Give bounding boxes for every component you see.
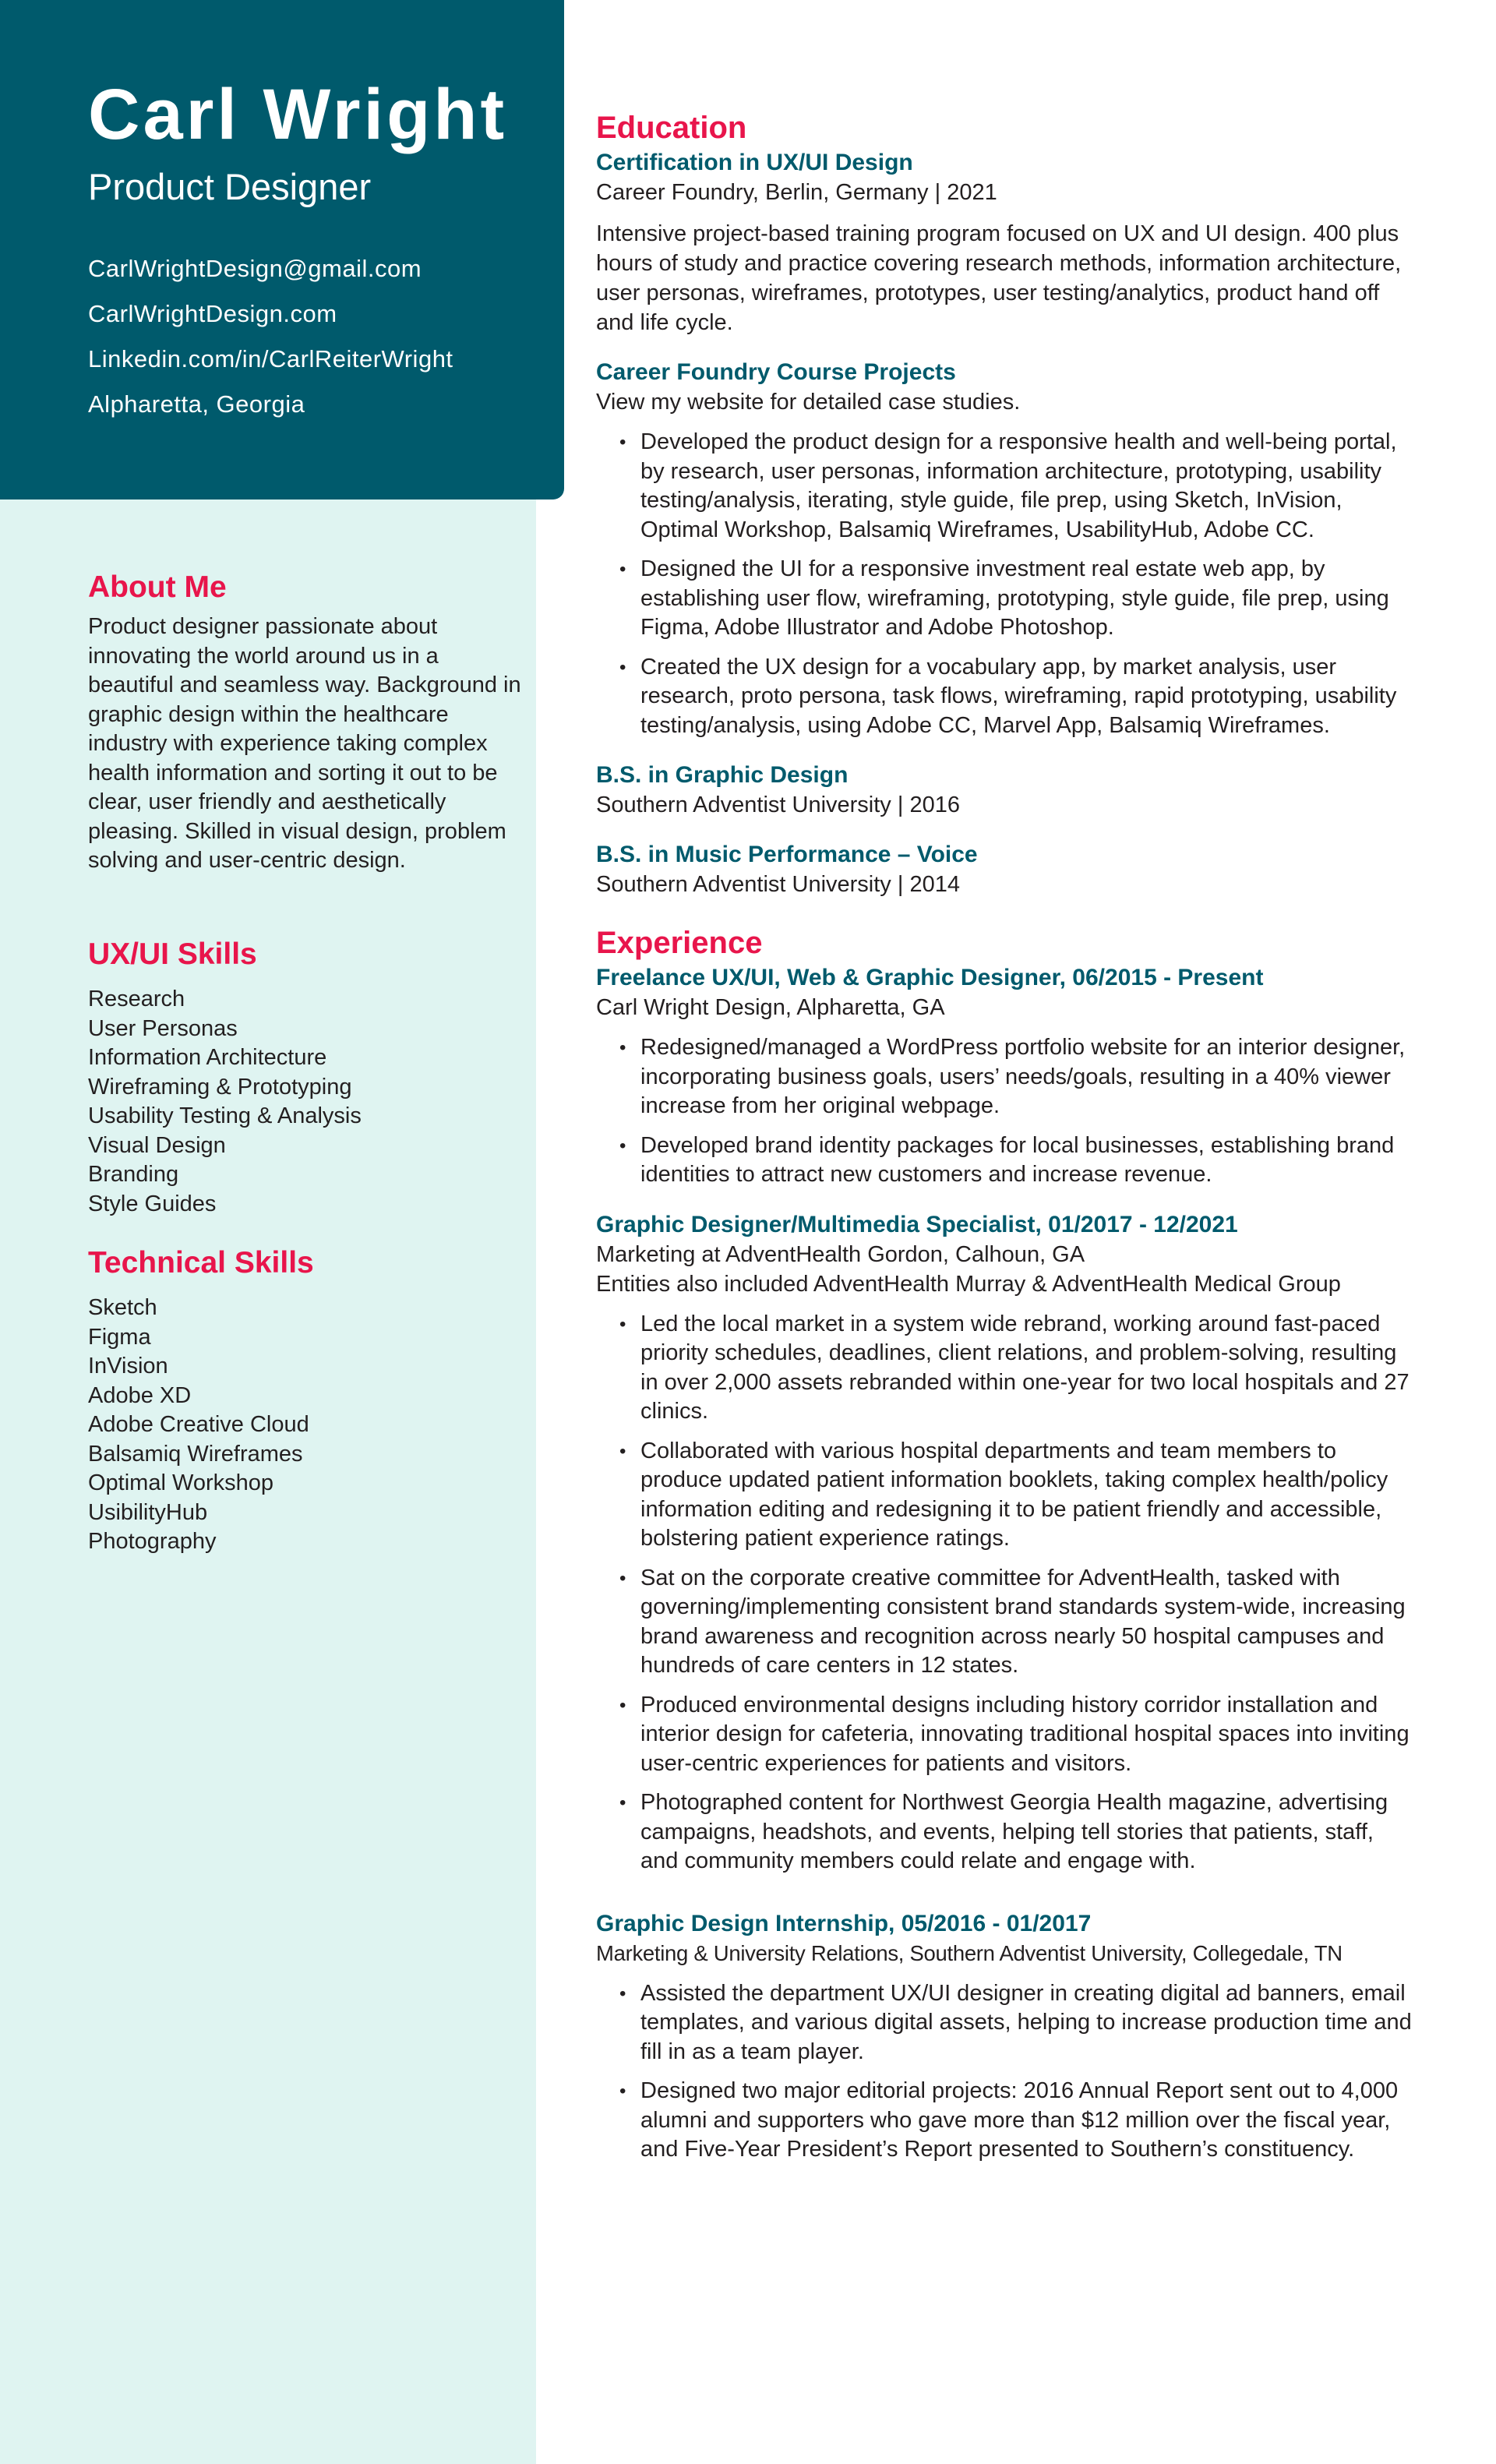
tool-item: InVision [88,1354,168,1378]
entry-subtitle: Southern Adventist University | 2016 [596,793,960,817]
skill-item: Usability Testing & Analysis [88,1103,362,1128]
experience-section [596,923,1414,2165]
tech-skills-section [88,1244,524,1557]
entry-subtitle: Southern Adventist University | 2014 [596,872,960,897]
entry-title: Graphic Design Internship, 05/2016 - 01/2017 [596,1910,1092,1936]
experience-heading: Experience [596,926,763,960]
bullet-item: • Developed brand identity packages for local businesses, establishing brand identities to attract new customers and increase revenue. [596,1131,1414,1190]
education-heading: Education [596,111,747,145]
bullet-item: • Assisted the department UX/UI designer in creating digital ad banners, email templates, and various digital assets, helping to increase production time and fill in as a team player. [596,1979,1414,2067]
contact-list [88,246,453,427]
contact-linkedin[interactable]: Linkedin.com/in/CarlReiterWright [88,345,453,372]
tool-item: Photography [88,1529,217,1554]
tool-item: Optimal Workshop [88,1470,273,1495]
tool-item: UsibilityHub [88,1499,208,1525]
entry-title: B.S. in Music Performance – Voice [596,842,978,867]
entry-description: Intensive project-based training program focused on UX and UI design. 400 plus hours of study and practice covering research methods, information architecture, user personas, wireframes, prototypes, user testing/analytics, product hand off and life cycle. [596,221,1402,335]
entry-title: Certification in UX/UI Design [596,150,913,175]
entry-subtitle: Marketing & University Relations, Southern Adventist University, Collegedale, TN [596,1940,1343,1965]
bullet-item: • Designed the UI for a responsive investment real estate web app, by establishing user flow, wireframing, prototyping, style guide, file prep, using Figma, Adobe Illustrator and Adobe Photoshop. [596,555,1414,643]
bullet-item: • Developed the product design for a responsive health and well-being portal, by research, user personas, information architecture, prototyping, usability testing/analysis, iterating, style guide, file prep, using Sketch, InVision, Optimal Workshop, Balsamiq Wireframes, UsabilityHub, Adobe CC. [596,428,1414,545]
skill-item: Wireframing & Prototyping [88,1074,352,1100]
skill-item: Style Guides [88,1191,217,1216]
skill-item: Visual Design [88,1132,226,1158]
job-title: Product Designer [88,166,372,207]
tech-skills-list [88,1294,524,1557]
education-entry [596,840,1414,899]
skill-item: Branding [88,1162,179,1187]
header-banner [0,0,564,500]
about-section [88,568,524,876]
bullet-item: • Designed two major editorial projects: 2016 Annual Report sent out to 4,000 alumni and supporters who gave more than $12 million over the fiscal year, and Five-Year President’s Report presented to Southern’s constituency. [596,2077,1414,2165]
entry-subtitle: Marketing at AdventHealth Gordon, Calhoun, GA [596,1241,1085,1267]
bullet-item: • Collaborated with various hospital departments and team members to produce updated patient information booklets, taking complex health/policy information editing and redesigning it to be patient friendly and accessible, bolstering patient experience ratings. [596,1437,1414,1554]
ux-skills-heading: UX/UI Skills [88,937,257,971]
tool-item: Balsamiq Wireframes [88,1441,303,1467]
entry-title: Graphic Designer/Multimedia Specialist, 01/2017 - 12/2021 [596,1211,1238,1237]
experience-entry [596,1909,1414,2165]
ux-skills-section [88,935,524,1219]
contact-location: Alpharetta, Georgia [88,390,305,418]
tool-item: Figma [88,1324,151,1350]
main-column [596,108,1414,2175]
entry-subtitle: View my website for detailed case studies. [596,390,1021,415]
bullet-item: • Produced environmental designs including history corridor installation and interior design for cafeteria, innovating traditional hospital spaces into inviting user-centric experiences for patients and visitors. [596,1691,1414,1779]
tech-skills-heading: Technical Skills [88,1246,314,1280]
bullet-list [596,1033,1414,1190]
contact-website[interactable]: CarlWrightDesign.com [88,300,337,327]
bullet-item: • Sat on the corporate creative committee for AdventHealth, tasked with governing/implementing consistent brand standards system-wide, increasing brand awareness and recognition across nearly 50 hospital campuses and hundreds of care centers in 12 states. [596,1564,1414,1681]
education-entry [596,148,1414,337]
entry-title: B.S. in Graphic Design [596,762,849,788]
bullet-item: • Photographed content for Northwest Georgia Health magazine, advertising campaigns, headshots, and events, helping tell stories that patients, staff, and community members could relate and engage with. [596,1788,1414,1876]
skill-item: Information Architecture [88,1045,327,1070]
entry-subtitle: Career Foundry, Berlin, Germany | 2021 [596,180,997,205]
experience-entry [596,1210,1414,1876]
bullet-list [596,1310,1414,1876]
tool-item: Adobe XD [88,1382,192,1408]
bullet-list [596,1979,1414,2165]
entry-title: Career Foundry Course Projects [596,359,956,385]
contact-email[interactable]: CarlWrightDesign@gmail.com [88,255,422,282]
tool-item: Adobe Creative Cloud [88,1412,309,1437]
entry-subtitle-secondary: Entities also included AdventHealth Murray & AdventHealth Medical Group [596,1271,1341,1297]
education-entry [596,358,1414,740]
entry-title: Freelance UX/UI, Web & Graphic Designer, 06/2015 - Present [596,965,1264,990]
about-heading: About Me [88,570,227,604]
entry-subtitle: Carl Wright Design, Alpharetta, GA [596,995,945,1020]
education-entry [596,761,1414,820]
skill-item: User Personas [88,1015,238,1041]
about-text: Product designer passionate about innovating the world around us in a beautiful and seamless way. Background in graphic design within the healthcare industry with experience taking complex health information and sorting it out to be clear, user friendly and aesthetically pleasing. Skilled in visual design, problem solving and user-centric design. [88,614,521,873]
ux-skills-list [88,985,524,1219]
bullet-list [596,428,1414,740]
candidate-name: Carl Wright [88,75,508,154]
skill-item: Research [88,987,185,1011]
experience-entry [596,963,1414,1190]
tool-item: Sketch [88,1295,157,1320]
education-section [596,108,1414,899]
bullet-item: • Redesigned/managed a WordPress portfolio website for an interior designer, incorporating business goals, users’ needs/goals, resulting in a 40% viewer increase from her original webpage. [596,1033,1414,1121]
bullet-item: • Created the UX design for a vocabulary app, by market analysis, user research, proto persona, task flows, wireframing, rapid prototyping, usability testing/analysis, using Adobe CC, Marvel App, Balsamiq Wireframes. [596,653,1414,741]
bullet-item: • Led the local market in a system wide rebrand, working around fast-paced priority schedules, deadlines, client relations, and problem-solving, resulting in over 2,000 assets rebranded within one-year for two local hospitals and 27 clinics. [596,1310,1414,1427]
